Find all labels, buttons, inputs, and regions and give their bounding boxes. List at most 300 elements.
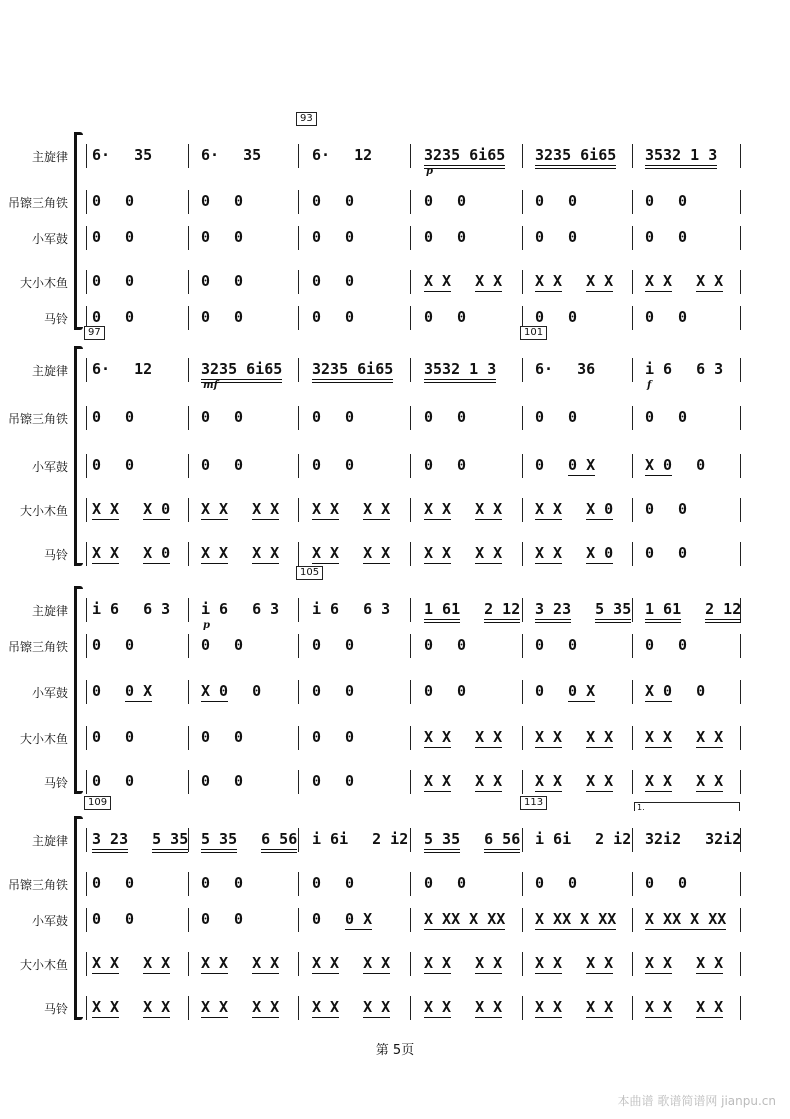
note-group: 0 <box>568 874 578 892</box>
barline <box>522 770 523 794</box>
note-group: 0 <box>345 636 355 654</box>
measure-notes <box>312 874 354 892</box>
note-group: X X <box>363 500 391 518</box>
measure-notes <box>424 954 502 972</box>
measure-notes <box>645 146 717 164</box>
barline <box>740 726 741 750</box>
barline <box>410 226 411 250</box>
note-group: 0 <box>92 910 102 928</box>
instrument-label: 大小木鱼 <box>19 276 68 290</box>
note-group: 0 <box>201 272 211 290</box>
measure-notes <box>312 308 354 326</box>
barline <box>86 358 87 382</box>
note-group: 0 <box>535 456 545 474</box>
measure-notes <box>201 408 243 426</box>
measure-notes <box>535 146 616 164</box>
measure-notes <box>535 272 613 290</box>
measure-notes <box>92 874 134 892</box>
barline <box>740 908 741 932</box>
measure-notes <box>424 910 505 928</box>
barline <box>188 952 189 976</box>
note-group: 0 <box>252 682 262 700</box>
score-system <box>0 327 790 574</box>
measure-notes <box>535 360 595 378</box>
measure-notes <box>312 772 354 790</box>
note-group: 0 <box>345 772 355 790</box>
barline <box>522 542 523 566</box>
barline <box>188 454 189 478</box>
barline <box>632 358 633 382</box>
note-group: 0 <box>312 456 322 474</box>
note-group: 0 <box>457 228 467 246</box>
note-group: 1 61 <box>424 600 460 623</box>
barline <box>188 872 189 896</box>
measure-notes <box>645 228 687 246</box>
note-group: 0 <box>234 272 244 290</box>
note-group: X X <box>645 272 673 290</box>
measure-notes <box>645 830 741 848</box>
note-group: X 0 <box>645 456 673 474</box>
note-group: 2 i2 <box>372 830 409 848</box>
barline <box>188 406 189 430</box>
barline <box>188 226 189 250</box>
note-group: 0 <box>345 682 355 700</box>
barline <box>740 996 741 1020</box>
note-group: 5 35 <box>201 830 237 853</box>
barline <box>86 598 87 622</box>
measure-notes <box>424 456 466 474</box>
measure-notes <box>424 998 502 1016</box>
note-group: 0 X <box>125 682 153 700</box>
measure-notes <box>92 408 134 426</box>
barline <box>298 726 299 750</box>
barline <box>740 190 741 214</box>
note-group: 0 <box>234 636 244 654</box>
note-group: X XX X XX <box>535 910 617 928</box>
note-group: 0 <box>125 728 135 746</box>
barline <box>188 358 189 382</box>
note-group: 0 <box>645 874 655 892</box>
measure-notes <box>201 544 279 562</box>
measure-notes <box>201 360 282 378</box>
note-group: X X <box>252 998 280 1016</box>
measure-notes <box>312 544 390 562</box>
note-group: 0 <box>312 682 322 700</box>
barline <box>632 726 633 750</box>
note-group: 0 <box>535 636 545 654</box>
barline <box>522 190 523 214</box>
barline <box>410 358 411 382</box>
measure-notes <box>645 308 687 326</box>
barline <box>86 996 87 1020</box>
barline <box>740 542 741 566</box>
measure-notes <box>645 728 723 746</box>
system-brace <box>74 346 77 566</box>
note-group: 0 <box>535 408 545 426</box>
note-group: X X <box>312 544 340 562</box>
measure-notes <box>535 456 595 474</box>
measure-notes <box>424 192 466 210</box>
barline <box>632 908 633 932</box>
note-group: X X <box>586 272 614 290</box>
note-group: 0 <box>234 308 244 326</box>
note-group: 0 <box>312 728 322 746</box>
measure-notes <box>201 500 279 518</box>
barline <box>632 598 633 622</box>
instrument-label: 主旋律 <box>31 364 68 378</box>
note-group: i 6 <box>312 600 340 618</box>
note-group: X X <box>363 998 391 1016</box>
note-group: 0 <box>234 408 244 426</box>
barline <box>298 680 299 704</box>
measure-notes <box>645 456 705 474</box>
note-group: X X <box>424 500 452 518</box>
barline <box>632 770 633 794</box>
measure-notes <box>92 360 152 378</box>
note-group: X X <box>475 500 503 518</box>
note-group: 0 <box>201 228 211 246</box>
note-group: X X <box>475 544 503 562</box>
note-group: 0 <box>92 272 102 290</box>
measure-notes <box>92 682 152 700</box>
measure-notes <box>201 192 243 210</box>
note-group: X X <box>645 998 673 1016</box>
note-group: X X <box>92 998 120 1016</box>
measure-notes <box>312 146 372 164</box>
note-group: 0 <box>678 544 688 562</box>
measure-notes <box>201 998 279 1016</box>
note-group: X XX X XX <box>424 910 506 928</box>
note-group: 0 <box>568 408 578 426</box>
note-group: 6 3 <box>363 600 391 618</box>
barline <box>298 952 299 976</box>
barline <box>410 952 411 976</box>
note-group: i 6i <box>312 830 349 848</box>
note-group: 0 <box>312 228 322 246</box>
note-group: 0 <box>345 408 355 426</box>
note-group: 0 <box>457 192 467 210</box>
measure-notes <box>535 600 631 618</box>
note-group: 0 <box>645 192 655 210</box>
score-system <box>0 567 790 802</box>
measure-notes <box>92 544 170 562</box>
note-group: 0 <box>234 192 244 210</box>
measure-notes <box>312 600 390 618</box>
barline <box>632 270 633 294</box>
barline <box>298 306 299 330</box>
note-group: 0 <box>201 874 211 892</box>
barline <box>740 498 741 522</box>
note-group: X X <box>92 954 120 972</box>
note-group: 6· <box>92 360 111 378</box>
note-group: 0 <box>312 308 322 326</box>
note-group: 0 <box>345 456 355 474</box>
barline <box>86 872 87 896</box>
note-group: X 0 <box>645 682 673 700</box>
note-group: 0 <box>645 228 655 246</box>
barline <box>188 680 189 704</box>
barline <box>86 908 87 932</box>
note-group: 0 <box>457 636 467 654</box>
barline <box>522 634 523 658</box>
measure-notes <box>201 636 243 654</box>
measure-notes <box>535 830 631 848</box>
note-group: X X <box>92 544 120 562</box>
measure-notes <box>424 682 466 700</box>
note-group: X X <box>475 998 503 1016</box>
barline <box>740 872 741 896</box>
measure-notes <box>645 998 723 1016</box>
measure-notes <box>535 772 613 790</box>
dynamic-mark: mf <box>203 380 218 391</box>
barline <box>86 952 87 976</box>
measure-notes <box>535 682 595 700</box>
measure-notes <box>535 192 577 210</box>
bar-number: 97 <box>84 326 105 340</box>
note-group: X X <box>696 772 724 790</box>
barline <box>410 908 411 932</box>
note-group: 0 <box>457 456 467 474</box>
measure-notes <box>201 830 297 848</box>
note-group: 0 <box>424 682 434 700</box>
barline <box>522 828 523 852</box>
barline <box>410 454 411 478</box>
note-group: 0 X <box>568 456 596 474</box>
measure-notes <box>535 636 577 654</box>
note-group: X X <box>143 954 171 972</box>
measure-notes <box>92 272 134 290</box>
measure-notes <box>535 954 613 972</box>
note-group: 6 3 <box>696 360 724 378</box>
dynamic-mark: p <box>426 166 433 177</box>
barline <box>740 144 741 168</box>
barline <box>86 190 87 214</box>
note-group: 6· <box>92 146 111 164</box>
barline <box>410 828 411 852</box>
barline <box>632 542 633 566</box>
note-group: X X <box>424 998 452 1016</box>
note-group: X X <box>424 272 452 290</box>
measure-notes <box>201 728 243 746</box>
note-group: 12 <box>354 146 373 164</box>
note-group: 3532 1 3 <box>424 360 496 383</box>
barline <box>740 680 741 704</box>
instrument-label: 马铃 <box>43 312 68 326</box>
note-group: 0 <box>92 456 102 474</box>
barline <box>522 498 523 522</box>
measure-notes <box>424 228 466 246</box>
barline <box>298 542 299 566</box>
barline <box>188 726 189 750</box>
barline <box>740 454 741 478</box>
measure-notes <box>424 360 496 378</box>
note-group: 0 <box>92 192 102 210</box>
measure-notes <box>312 636 354 654</box>
note-group: 1 61 <box>645 600 681 623</box>
note-group: 0 <box>201 308 211 326</box>
note-group: 0 <box>457 874 467 892</box>
barline <box>298 908 299 932</box>
instrument-label: 小军鼓 <box>31 460 68 474</box>
dynamic-mark: p <box>203 620 210 631</box>
measure-notes <box>645 772 723 790</box>
note-group: X X <box>645 772 673 790</box>
note-group: X X <box>586 954 614 972</box>
note-group: 0 <box>424 874 434 892</box>
measure-notes <box>201 682 261 700</box>
note-group: 0 <box>125 910 135 928</box>
measure-notes <box>424 728 502 746</box>
barline <box>188 542 189 566</box>
measure-notes <box>645 360 723 378</box>
measure-notes <box>312 228 354 246</box>
measure-notes <box>92 500 170 518</box>
note-group: 0 <box>424 228 434 246</box>
measure-notes <box>424 544 502 562</box>
bar-number: 93 <box>296 112 317 126</box>
barline <box>522 680 523 704</box>
measure-notes <box>92 636 134 654</box>
bar-number: 113 <box>520 796 547 810</box>
measure-notes <box>312 728 354 746</box>
barline <box>410 306 411 330</box>
measure-notes <box>535 998 613 1016</box>
note-group: X X <box>475 272 503 290</box>
note-group: 0 <box>312 772 322 790</box>
measure-notes <box>645 500 687 518</box>
note-group: 0 <box>457 408 467 426</box>
note-group: X X <box>201 500 229 518</box>
measure-notes <box>535 544 613 562</box>
note-group: 0 <box>678 308 688 326</box>
note-group: 0 <box>234 910 244 928</box>
barline <box>298 454 299 478</box>
note-group: X X <box>312 998 340 1016</box>
bar-number: 105 <box>296 566 323 580</box>
barline <box>298 872 299 896</box>
note-group: X 0 <box>143 544 171 562</box>
barline <box>298 598 299 622</box>
note-group: 0 <box>201 636 211 654</box>
measure-notes <box>645 544 687 562</box>
measure-notes <box>312 910 372 928</box>
note-group: 0 <box>678 228 688 246</box>
note-group: 0 <box>92 874 102 892</box>
note-group: 0 <box>92 228 102 246</box>
barline <box>410 634 411 658</box>
instrument-label: 小军鼓 <box>31 232 68 246</box>
instrument-label: 小军鼓 <box>31 914 68 928</box>
note-group: 3 23 <box>535 600 571 623</box>
measure-notes <box>92 600 170 618</box>
note-group: X X <box>696 728 724 746</box>
note-group: 0 <box>312 636 322 654</box>
note-group: 3235 6i65 <box>424 146 505 169</box>
barline <box>410 770 411 794</box>
barline <box>410 190 411 214</box>
note-group: X X <box>535 544 563 562</box>
barline <box>740 306 741 330</box>
note-group: 0 <box>678 500 688 518</box>
note-group: 0 <box>312 272 322 290</box>
measure-notes <box>645 408 687 426</box>
note-group: 0 <box>345 272 355 290</box>
note-group: 0 <box>345 308 355 326</box>
note-group: 0 <box>234 456 244 474</box>
measure-notes <box>312 954 390 972</box>
barline <box>522 952 523 976</box>
volta-bracket: 1. <box>634 802 740 811</box>
barline <box>632 454 633 478</box>
barline <box>86 634 87 658</box>
barline <box>740 634 741 658</box>
note-group: X 0 <box>586 544 614 562</box>
note-group: 0 <box>125 874 135 892</box>
note-group: 3235 6i65 <box>535 146 616 169</box>
note-group: X X <box>645 728 673 746</box>
note-group: 0 <box>92 728 102 746</box>
instrument-label: 大小木鱼 <box>19 958 68 972</box>
barline <box>740 406 741 430</box>
barline <box>522 270 523 294</box>
barline <box>188 270 189 294</box>
measure-notes <box>312 192 354 210</box>
bar-number: 101 <box>520 326 547 340</box>
barline <box>298 190 299 214</box>
measure-notes <box>424 874 466 892</box>
note-group: 3532 1 3 <box>645 146 717 169</box>
barline <box>632 996 633 1020</box>
note-group: 0 <box>645 308 655 326</box>
note-group: 6 3 <box>252 600 280 618</box>
barline <box>86 270 87 294</box>
note-group: X 0 <box>586 500 614 518</box>
note-group: 0 <box>645 636 655 654</box>
measure-notes <box>92 772 134 790</box>
note-group: X X <box>475 954 503 972</box>
measure-notes <box>92 998 170 1016</box>
note-group: 0 <box>312 192 322 210</box>
measure-notes <box>201 600 279 618</box>
measure-notes <box>535 728 613 746</box>
barline <box>522 872 523 896</box>
barline <box>522 226 523 250</box>
note-group: i 6 <box>201 600 229 618</box>
note-group: X X <box>363 954 391 972</box>
note-group: 0 <box>234 772 244 790</box>
note-group: X X <box>424 544 452 562</box>
note-group: 0 <box>201 408 211 426</box>
note-group: X X <box>143 998 171 1016</box>
note-group: X X <box>92 500 120 518</box>
note-group: X X <box>696 954 724 972</box>
note-group: 0 <box>645 500 655 518</box>
measure-notes <box>201 874 243 892</box>
barline <box>740 270 741 294</box>
barline <box>298 634 299 658</box>
measure-notes <box>312 682 354 700</box>
measure-notes <box>312 408 354 426</box>
instrument-label: 大小木鱼 <box>19 504 68 518</box>
watermark: 本曲谱 歌谱简谱网 jianpu.cn <box>617 1094 776 1108</box>
system-brace <box>74 132 77 330</box>
measure-notes <box>92 728 134 746</box>
note-group: X 0 <box>201 682 229 700</box>
note-group: 0 <box>125 308 135 326</box>
note-group: 36 <box>577 360 596 378</box>
note-group: 32i2 <box>705 830 742 848</box>
barline <box>632 406 633 430</box>
